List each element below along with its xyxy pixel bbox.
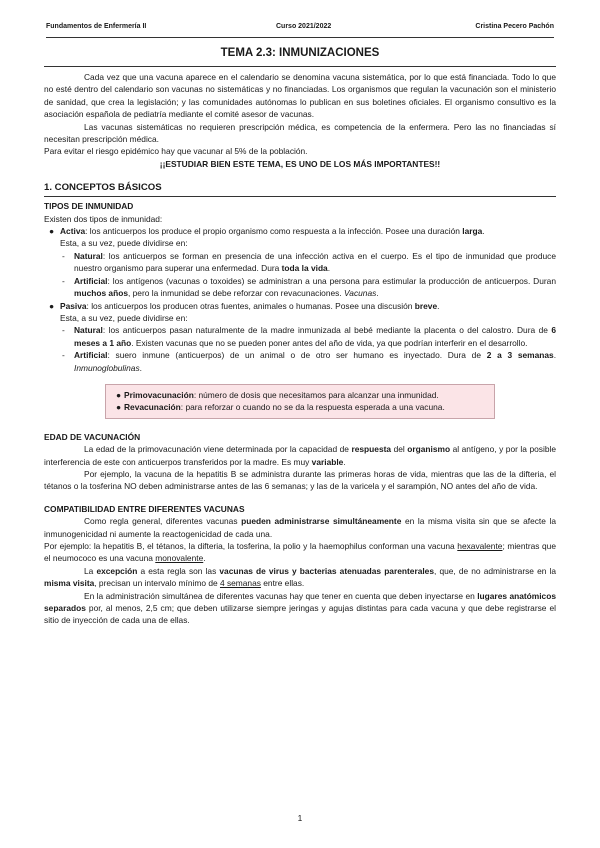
section-heading-conceptos: 1. CONCEPTOS BÁSICOS [44, 182, 162, 194]
compat-paragraph-3 [44, 565, 556, 590]
activa-artificial-label: Artificial [74, 275, 108, 286]
compat-p3-i: entre ellas. [260, 578, 305, 589]
compat-lugares-separados: lugares anatómicos separados [44, 590, 556, 614]
header-author: Cristina Pecero Pachón [475, 23, 554, 30]
list-item-activa-natural [44, 250, 556, 275]
compat-excepcion: excepción [96, 565, 138, 576]
edad-bold-respuesta: respuesta [351, 444, 392, 455]
list-item-activa-artificial [44, 275, 556, 300]
compat-misma-visita: misma visita [44, 578, 95, 589]
section-divider [44, 196, 556, 197]
compat-text-c: en la misma visita sin que se afecte la inmunogenicidad ni aumente la reactogenicidad de cada una. [44, 516, 556, 539]
primovacunacion-label: Primovacunación [124, 389, 194, 400]
pasiva-artificial-text-2: . [553, 350, 557, 361]
header-course-name: Fundamentos de Enfermería II [46, 23, 147, 30]
pasiva-artificial-example: Inmunoglobulinas [74, 362, 140, 373]
pasiva-text: : los anticuerpos los producen otras fuentes, animales o humanas. Posee una discusión [86, 300, 415, 311]
header-course-year: Curso 2021/2022 [276, 23, 332, 30]
title-divider [44, 66, 556, 67]
list-item-pasiva-artificial [44, 349, 556, 374]
activa-label: Activa [60, 226, 86, 237]
definition-revacunacion [114, 401, 486, 413]
pasiva-natural-duration: 6 meses a 1 año [74, 325, 556, 348]
edad-paragraph-1 [44, 443, 556, 468]
edad-bold-organismo: organismo [407, 444, 451, 455]
activa-artificial-duration: muchos años [74, 288, 128, 299]
compat-p4-c: por, al menos, 2,5 cm; que deben utilizarse siempre jeringas y agujas distintas para cada vacuna y que debe registrarse el sitio de inyección de cada una de ellas. [44, 603, 556, 626]
compat-p3-g: , precisan un intervalo mínimo de [94, 578, 220, 589]
revacunacion-text: : para reforzar o cuando no se da la respuesta esperada a una vacuna. [180, 402, 445, 413]
pasiva-natural-label: Natural [74, 325, 103, 336]
pasiva-artificial-end: . [139, 362, 142, 373]
compat-p3-e: , que, de no administrarse en la [434, 565, 557, 576]
subheading-edad-vacunacion: EDAD DE VACUNACIÓN [44, 431, 141, 442]
compat-4-semanas: 4 semanas [219, 578, 261, 589]
dash-icon: - [62, 275, 65, 286]
header-divider [46, 37, 554, 38]
compat-text-a: Como regla general, diferentes vacunas [84, 516, 242, 527]
subheading-tipos-inmunidad: TIPOS DE INMUNIDAD [44, 201, 134, 212]
tipos-lead: Existen dos tipos de inmunidad: [44, 213, 163, 224]
activa-natural-text: : los anticuerpos se forman en presencia de una infección activa en el cuerpo. Es el tipo de inmunidad que produce nuestro organismo para superar una enfermedad. Dura [74, 250, 556, 274]
activa-text: : los anticuerpos los produce el propio organismo como respuesta a la infección. Posee una duración [85, 226, 463, 237]
pasiva-natural-text: : los anticuerpos pasan naturalmente de la madre inmunizada al bebé mediante la placenta o del calostro. Dura de [102, 325, 552, 336]
definitions-callout [105, 384, 495, 419]
compat-p3-a: La [84, 565, 97, 576]
intro-paragraph-1: Cada vez que una vacuna aparece en el calendario se denomina vacuna sistemática, por lo que está financiada. Todo lo que no esté dentro del calendario son vacunas no sistemáticas y no financiadas. Los organismos que regulan la vacunación son el ministerio de sanidad, que crea la legislación; y las comunidades autónomas lo publican en sus boletines oficiales. El organismo consultivo es la asociación española de pediatría mediante el comité asesor de vacunas. [44, 72, 556, 120]
compat-p4-a: En la administración simultánea de diferentes vacunas hay que tener en cuenta que deben inyectarse en [84, 590, 478, 601]
edad-text-e: al antígeno, y por la posible interferencia de este con anticuerpos transferidos por la madre. Es muy [44, 444, 556, 467]
page-number: 1 [297, 813, 303, 823]
edad-text-g: . [343, 456, 346, 467]
activa-text-end: . [482, 226, 485, 237]
activa-natural-duration: toda la vida [281, 263, 328, 274]
compat-p2-text-e: . [203, 553, 206, 564]
activa-natural-end: . [327, 263, 331, 274]
bullet-icon: ● [49, 226, 55, 237]
revacunacion-label: Revacunación [124, 402, 181, 413]
page-title: TEMA 2.3: INMUNIZACIONES [220, 47, 380, 59]
bullet-icon: ● [116, 402, 122, 413]
definition-primovacunacion [114, 389, 486, 401]
compat-p2-text-a: Por ejemplo: la hepatitis B, el tétanos, la difteria, la tosferina, la polio y la haemophilus conforman una vacuna [44, 541, 458, 551]
page-body [44, 46, 556, 627]
intro-paragraph-2: Las vacunas sistemáticas no requieren prescripción médica, es competencia de la enfermera. Pero las no financiadas sí necesitan prescripción médica. [44, 121, 556, 145]
list-item-pasiva [44, 300, 556, 312]
dash-icon: - [62, 250, 65, 261]
pasiva-sub-lead: Esta, a su vez, puede dividirse en: [60, 312, 188, 323]
pasiva-natural-end: . Existen vacunas que no se pueden poner antes del año de vida, ya que podrían interferir en el desarrollo. [131, 337, 528, 348]
activa-sub-lead: Esta, a su vez, puede dividirse en: [60, 238, 188, 249]
edad-paragraph-2: Por ejemplo, la vacuna de la hepatitis B se administra durante las primeras horas de vida, mientras que las de la difteria, el tétanos o la tosferina NO deben administrarse antes de las 6 semanas; y las de la varicela y el sarampión, NO antes del año de vida. [44, 468, 556, 492]
pasiva-artificial-text: : suero inmune (anticuerpos) de un animal o de otro ser humano es inyectado. Dura de [107, 350, 487, 361]
compat-p2-text-c: ; mientras que el neumococo es una vacuna [44, 541, 556, 564]
compat-paragraph-2 [44, 540, 556, 565]
compat-hexavalente: hexavalente [457, 541, 503, 551]
subheading-compatibilidad: COMPATIBILIDAD ENTRE DIFERENTES VACUNAS [44, 503, 245, 514]
pasiva-duration: breve [414, 300, 438, 311]
list-item-pasiva-natural [44, 324, 556, 349]
dash-icon: - [62, 350, 65, 361]
activa-artificial-example: Vacunas [344, 288, 377, 299]
compat-monovalente: monovalente [155, 553, 204, 564]
edad-text-c: del [391, 444, 408, 455]
compat-vacunas-atenuadas: vacunas de virus y bacterias atenuadas parenterales [219, 565, 435, 576]
compat-p3-c: a esta regla son las [137, 565, 220, 576]
activa-duration: larga [462, 226, 483, 237]
edad-bold-variable: variable [311, 456, 344, 467]
dash-icon: - [62, 325, 65, 336]
compat-paragraph-1 [44, 515, 556, 540]
activa-artificial-text: : los antígenos (vacunas o toxoides) se administran a una persona para estimular la producción de anticuerpos. Duran [107, 275, 556, 286]
compat-paragraph-4 [44, 590, 556, 627]
bullet-icon: ● [49, 300, 55, 311]
activa-natural-label: Natural [74, 250, 103, 261]
list-item-activa [44, 225, 556, 237]
intro-paragraph-3: Para evitar el riesgo epidémico hay que vacunar al 5% de la población. [44, 146, 308, 157]
pasiva-label: Pasiva [60, 300, 87, 311]
pasiva-text-end: . [437, 300, 440, 311]
bullet-icon: ● [116, 389, 122, 400]
intro-warning: ¡¡ESTUDIAR BIEN ESTE TEMA, ES UNO DE LOS MÁS IMPORTANTES!! [159, 158, 441, 169]
page-header [46, 23, 554, 35]
activa-artificial-text-2: , pero la inmunidad se debe reforzar con revacunaciones. [127, 288, 345, 299]
pasiva-artificial-label: Artificial [74, 350, 108, 361]
pasiva-artificial-duration: 2 a 3 semanas [486, 350, 554, 361]
edad-text-a: La edad de la primovacunación viene determinada por la capacidad de [84, 444, 352, 455]
activa-artificial-end: . [376, 288, 379, 299]
compat-bold-simultanea: pueden administrarse simultáneamente [241, 516, 402, 527]
primovacunacion-text: : número de dosis que necesitamos para alcanzar una inmunidad. [193, 389, 439, 400]
